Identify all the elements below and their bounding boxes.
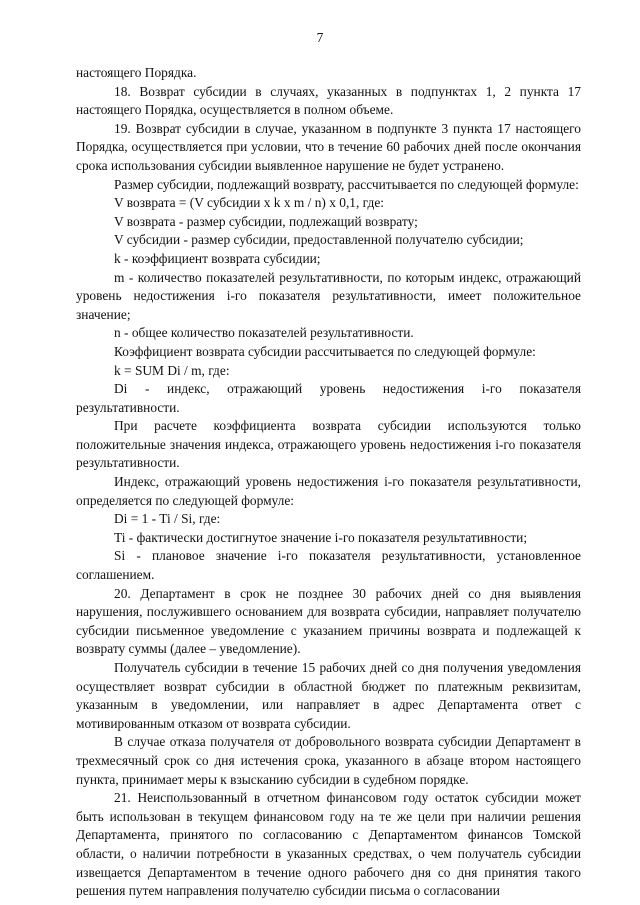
definition-ti: Ti - фактически достигнутое значение i-го показателя результативности; bbox=[114, 529, 528, 545]
definition-n: n - общее количество показателей результативности. bbox=[114, 325, 414, 341]
formula-k: k = SUM Di / m, где: bbox=[114, 362, 230, 378]
paragraph-refusal: В случае отказа получателя от добровольного возврата субсидии Департамент в трехмесячный срок со дня истечения срока, указанного в абзаце втором настоящего пункта, принимает меры к взысканию субсидии в судебном порядке. bbox=[76, 734, 581, 787]
paragraph-coefficient-intro: Коэффициент возврата субсидии рассчитывается по следующей формуле: bbox=[114, 343, 536, 359]
definition-m: m - количество показателей результативности, по которым индекс, отражающий уровень недостижения i-го показателя результативности, имеет положительное значение; bbox=[76, 269, 581, 322]
paragraph-20: 20. Департамент в срок не позднее 30 рабочих дней со дня выявления нарушения, послужившего основанием для возврата субсидии, направляет получателю субсидии письменное уведомление с указанием причины возврата и подлежащей к возврату суммы (далее – уведомление). bbox=[76, 585, 581, 657]
definition-v-subsidy: V субсидии - размер субсидии, предоставленной получателю субсидии; bbox=[114, 232, 524, 248]
definition-k: k - коэффициент возврата субсидии; bbox=[114, 250, 321, 266]
paragraph-formula-intro: Размер субсидии, подлежащий возврату, рассчитывается по следующей формуле: bbox=[114, 176, 579, 192]
paragraph-index-intro: Индекс, отражающий уровень недостижения i-го показателя результативности, определяется по следующей формуле: bbox=[76, 474, 581, 508]
paragraph-21: 21. Неиспользованный в отчетном финансовом году остаток субсидии может быть использован в текущем финансовом году на те же цели при наличии решения Департамента, принятого по согласованию с Департаментом финансов Томской области, о наличии потребности в указанных средствах, о чем получатель субсидии извещается Департаментом в течение одного рабочего дня со дня принятия такого решения путем направления получателю субсидии письма о согласовании bbox=[76, 790, 581, 899]
definition-v-return: V возврата - размер субсидии, подлежащий возврату; bbox=[114, 213, 418, 229]
paragraph-recipient-return: Получатель субсидии в течение 15 рабочих дней со дня получения уведомления осуществляет возврат субсидии в областной бюджет по платежным реквизитам, указанным в уведомлении, или направляет в адрес Департамента ответ с мотивированным отказом от возврата субсидии. bbox=[76, 660, 581, 731]
page-number: 7 bbox=[316, 30, 324, 45]
definition-si: Si - плановое значение i-го показателя результативности, установленное соглашением. bbox=[76, 548, 581, 583]
document-body bbox=[76, 64, 581, 901]
paragraph-19: 19. Возврат субсидии в случае, указанном в подпункте 3 пункта 17 настоящего Порядка, осуществляется при условии, что в течение 60 рабочих дней после окончания срока использования субсидии выявленное нарушение не будет устранено. bbox=[76, 120, 581, 173]
formula-v-return: V возврата = (V субсидии x k x m / n) x 0,1, где: bbox=[114, 195, 384, 211]
formula-di: Di = 1 - Ti / Si, где: bbox=[114, 511, 221, 527]
definition-di: Di - индекс, отражающий уровень недостижения i-го показателя результативности. bbox=[76, 381, 581, 415]
paragraph-continuation: настоящего Порядка. bbox=[76, 65, 197, 80]
paragraph-positive-index: При расчете коэффициента возврата субсидии используются только положительные значения индекса, отражающего уровень недостижения i-го показателя результативности. bbox=[76, 418, 581, 471]
paragraph-18: 18. Возврат субсидии в случаях, указанных в подпунктах 1, 2 пункта 17 настоящего Порядка, осуществляется в полном объеме. bbox=[76, 83, 581, 118]
